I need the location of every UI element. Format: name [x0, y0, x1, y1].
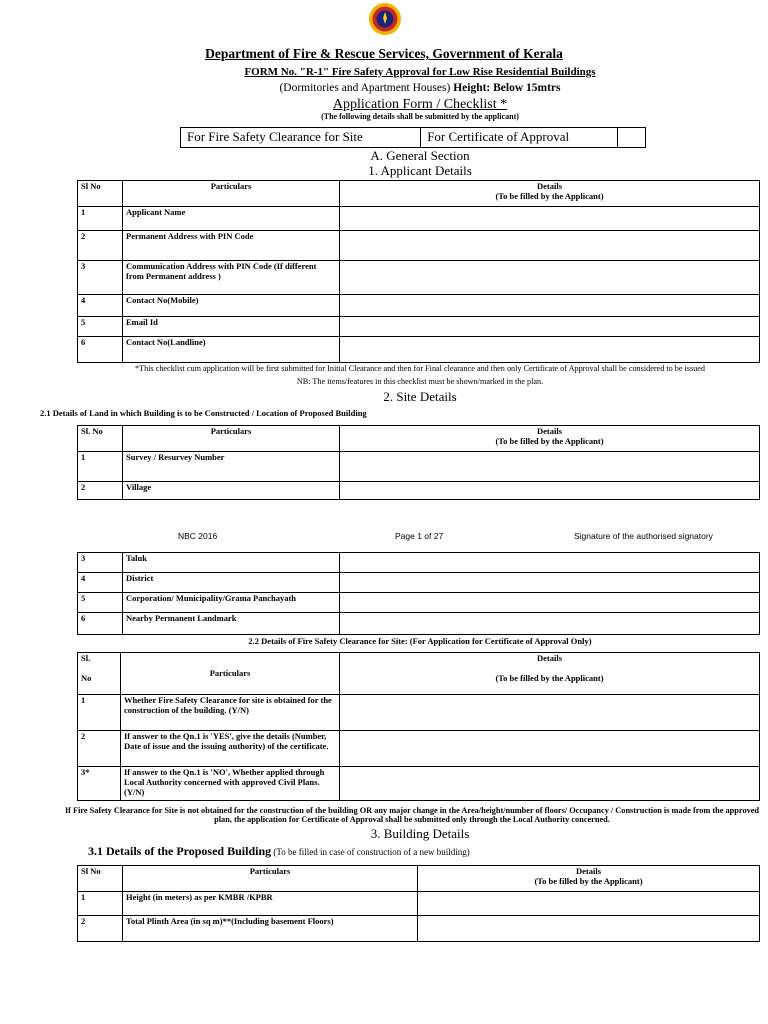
site-details-table-continued	[77, 552, 760, 635]
site-subheading: 2.1 Details of Land in which Building is to be Constructed / Location of Proposed Building	[40, 408, 367, 418]
site-details-table: Sl. No Particulars Details (To be filled by the Applicant) 1 Survey / Resurvey Number 2 Village	[77, 425, 760, 500]
table-row: 3* If answer to the Qn.1 is 'NO', Whether applied through Local Authority concerned with approved Civil Plans. (Y/N)	[78, 767, 760, 801]
clearance-type-table	[180, 127, 646, 148]
applicant-details-heading: 1. Applicant Details	[368, 163, 472, 178]
table-row: 2 Village	[78, 482, 760, 500]
table-row: 6 Nearby Permanent Landmark	[78, 613, 760, 635]
table-row: 1 Applicant Name	[78, 207, 760, 231]
approval-option: For Certificate of Approval	[421, 128, 618, 148]
footer-nbc: NBC 2016	[178, 531, 218, 541]
table-row: 5 Email Id	[78, 317, 760, 337]
particulars-header: Particulars	[123, 181, 340, 207]
fire-clearance-table: Sl. No Particulars Details (To be filled by the Applicant) 1 Whether Fire Safety Clearance for site is obtained for the construction of the building. (Y/N) 2 If answer to the Qn.1 is 'YES', give the details (Number, Date of issue and the issuing authority) of the certificate. 3* If answer to the Qn.1 is 'NO', Whether applied through Local Authority concerned with approved Civil Plans. (Y/N)	[77, 652, 760, 801]
building-details-table: Sl No Particulars Details (To be filled by the Applicant) 1 Height (in meters) as per KMBR /KPBR 2 Total Plinth Area (in sq m)**(Including basement Floors)	[77, 865, 760, 942]
landmark-input[interactable]	[340, 613, 760, 635]
table-row: 3 Taluk	[78, 553, 760, 573]
plinth-area-input[interactable]	[418, 916, 760, 942]
section-a-heading: A. General Section	[370, 148, 470, 163]
form-subtitle: (Dormitories and Apartment Houses) Height: Below 15mtrs	[279, 82, 561, 94]
option-checkbox[interactable]	[617, 128, 645, 148]
application-title: Application Form / Checklist *	[332, 97, 508, 112]
mobile-input[interactable]	[340, 295, 760, 317]
instruction-text: (The following details shall be submitted by the applicant)	[321, 112, 519, 121]
village-input[interactable]	[340, 482, 760, 500]
taluk-input[interactable]	[340, 553, 760, 573]
table-row: 4 District	[78, 573, 760, 593]
subheading-2-2: 2.2 Details of Fire Safety Clearance for Site: (For Application for Certificate of Approval Only)	[248, 636, 592, 646]
applied-through-la-input[interactable]	[340, 767, 760, 801]
site-clearance-option: For Fire Safety Clearance for Site	[181, 128, 421, 148]
table-row: 6 Contact No(Landline)	[78, 337, 760, 363]
building-details-heading: 3. Building Details	[370, 826, 470, 841]
footer-signature: Signature of the authorised signatory	[574, 531, 713, 541]
local-body-input[interactable]	[340, 593, 760, 613]
permanent-address-input[interactable]	[340, 231, 760, 261]
survey-number-input[interactable]	[340, 452, 760, 482]
applicant-details-table	[77, 180, 760, 363]
clearance-note: If Fire Safety Clearance for Site is not obtained for the construction of the building OR any major change in the Area/height/number of floors/ Occupancy / Construction is made from the approved plan, the application for Certificate of Approval shall be submitted only through the Local Authority concerned.	[64, 806, 760, 824]
clearance-obtained-input[interactable]	[340, 695, 760, 731]
table-row: 4 Contact No(Mobile)	[78, 295, 760, 317]
site-details-heading: 2. Site Details	[383, 389, 457, 404]
table-row: 2 If answer to the Qn.1 is 'YES', give the details (Number, Date of issue and the issuing authority) of the certificate.	[78, 731, 760, 767]
department-emblem-logo	[368, 2, 402, 36]
height-input[interactable]	[418, 892, 760, 916]
landline-input[interactable]	[340, 337, 760, 363]
table-row: 5 Corporation/ Municipality/Grama Panchayath	[78, 593, 760, 613]
building-subheading: 3.1 Details of the Proposed Building (To be filled in case of construction of a new building)	[88, 844, 470, 858]
clearance-details-input[interactable]	[340, 731, 760, 767]
footer-page-number: Page 1 of 27	[395, 531, 444, 541]
table-row: 1 Whether Fire Safety Clearance for site is obtained for the construction of the building. (Y/N)	[78, 695, 760, 731]
sl-no-header: Sl No	[78, 181, 123, 207]
communication-address-input[interactable]	[340, 261, 760, 295]
table-row: 2 Permanent Address with PIN Code	[78, 231, 760, 261]
details-header: Details (To be filled by the Applicant)	[340, 181, 760, 207]
form-title: FORM No. "R-1" Fire Safety Approval for Low Rise Residential Buildings	[244, 66, 596, 78]
applicant-name-input[interactable]	[340, 207, 760, 231]
table-row: 1 Survey / Resurvey Number	[78, 452, 760, 482]
district-input[interactable]	[340, 573, 760, 593]
department-title: Department of Fire & Rescue Services, Government of Kerala	[205, 46, 563, 61]
email-input[interactable]	[340, 317, 760, 337]
checklist-note: *This checklist cum application will be first submitted for Initial Clearance and then for Final clearance and then only Certificate of Approval shall be considered to be issued	[135, 364, 705, 373]
table-row: 2 Total Plinth Area (in sq m)**(Including basement Floors)	[78, 916, 760, 942]
table-row: 3 Communication Address with PIN Code (If different from Permanent address )	[78, 261, 760, 295]
nb-note: NB: The items/features in this checklist must be shown/marked in the plan.	[296, 377, 544, 386]
table-row: 1 Height (in meters) as per KMBR /KPBR	[78, 892, 760, 916]
